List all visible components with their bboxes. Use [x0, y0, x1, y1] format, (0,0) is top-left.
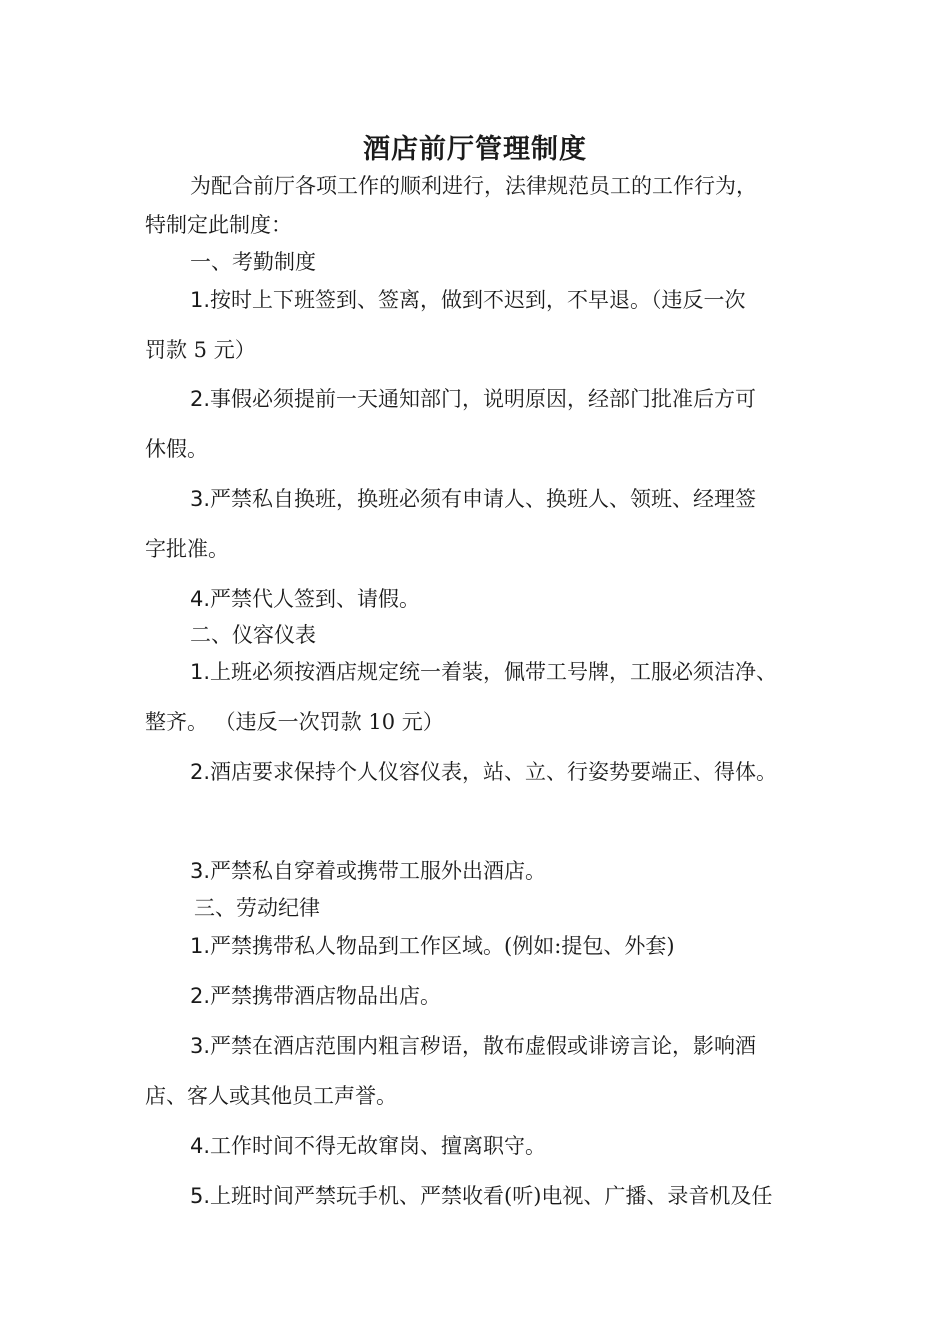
discipline-item-3 — [190, 1031, 756, 1061]
discipline-item-5 — [190, 1181, 772, 1211]
item-number: 2. — [190, 984, 211, 1008]
discipline-item-2 — [190, 981, 441, 1011]
item-number: 3. — [190, 1034, 211, 1058]
item-text: 按时上下班签到、签离，做到不迟到，不早退。（违反一次 — [210, 288, 746, 312]
item-text: 严禁携带私人物品到工作区域。(例如:提包、外套) — [210, 934, 675, 958]
item-number: 3. — [190, 487, 211, 511]
item-number: 1. — [190, 660, 211, 684]
item-text: 严禁私自穿着或携带工服外出酒店。 — [210, 859, 547, 883]
section-heading-attendance: 一、考勤制度 — [190, 250, 316, 274]
item-number: 5. — [190, 1184, 211, 1208]
item-number: 2. — [190, 760, 211, 784]
item-text: 上班必须按酒店规定统一着装，佩带工号牌，工服必须洁净、 — [210, 660, 778, 684]
item-text: 酒店要求保持个人仪容仪表，站、立、行姿势要端正、得体。 — [210, 760, 778, 784]
attendance-item-2-cont: 休假。 — [145, 437, 208, 461]
appearance-item-3 — [190, 856, 546, 886]
attendance-item-3 — [190, 484, 756, 514]
item-number: 4. — [190, 587, 211, 611]
item-text: 事假必须提前一天通知部门，说明原因，经部门批准后方可 — [210, 387, 757, 411]
attendance-item-2 — [190, 384, 756, 414]
item-text: 严禁携带酒店物品出店。 — [210, 984, 442, 1008]
attendance-item-1 — [190, 285, 746, 315]
item-number: 2. — [190, 387, 211, 411]
item-number: 4. — [190, 1134, 211, 1158]
attendance-item-4 — [190, 584, 420, 614]
item-text: 严禁在酒店范围内粗言秽语，散布虚假或诽谤言论，影响酒 — [210, 1034, 757, 1058]
appearance-item-2 — [190, 757, 777, 787]
document-title: 酒店前厅管理制度 — [363, 134, 587, 165]
appearance-item-1 — [190, 657, 777, 687]
intro-line-2: 特制定此制度： — [145, 213, 292, 237]
item-text: 严禁私自换班，换班必须有申请人、换班人、领班、经理签 — [210, 487, 757, 511]
item-number: 1. — [190, 934, 211, 958]
discipline-item-3-cont: 店、客人或其他员工声誉。 — [145, 1084, 397, 1108]
discipline-item-4 — [190, 1131, 546, 1161]
item-text: 工作时间不得无故窜岗、擅离职守。 — [210, 1134, 547, 1158]
discipline-item-1 — [190, 931, 675, 961]
section-heading-appearance: 二、仪容仪表 — [190, 623, 316, 647]
item-number: 1. — [190, 288, 211, 312]
attendance-item-3-cont: 字批准。 — [145, 537, 229, 561]
attendance-item-1-cont: 罚款 5 元） — [145, 338, 256, 362]
item-number: 3. — [190, 859, 211, 883]
section-heading-discipline: 三、劳动纪律 — [194, 896, 320, 920]
appearance-item-1-cont: 整齐。 （违反一次罚款 10 元） — [145, 710, 444, 734]
item-text: 严禁代人签到、请假。 — [210, 587, 421, 611]
intro-line-1: 为配合前厅各项工作的顺利进行，法律规范员工的工作行为， — [190, 174, 757, 198]
item-text: 上班时间严禁玩手机、严禁收看(听)电视、广播、录音机及任 — [210, 1184, 773, 1208]
